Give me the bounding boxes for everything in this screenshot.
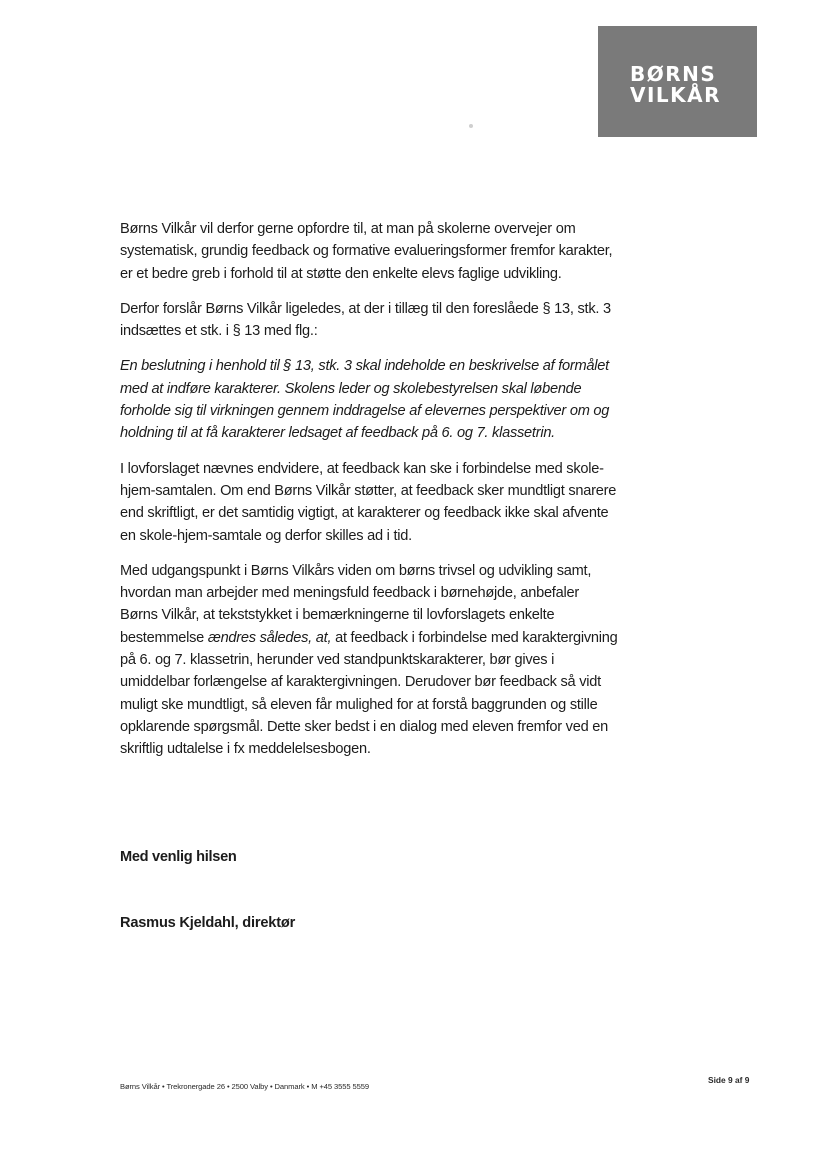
closing-greeting: Med venlig hilsen xyxy=(120,849,237,865)
paragraph-conclusion xyxy=(120,560,620,761)
paragraph-recommendation: Børns Vilkår vil derfor gerne opfordre til, at man på skolerne overvejer om systematisk, grundig feedback og formative evalueringsformer fremfor karakter, er et bedre greb i forhold til at støtte den enkelte elevs faglige udvikling. xyxy=(120,221,613,282)
letter-body xyxy=(120,218,620,774)
logo-line-1: BØRNS xyxy=(630,62,717,86)
footer-address: Børns Vilkår • Trekronergade 26 • 2500 Valby • Danmark • M +45 3555 5559 xyxy=(120,1082,370,1091)
page-number: Side 9 af 9 xyxy=(708,1075,750,1085)
paragraph-conclusion-start: Med udgangspunkt i Børns Vilkårs viden om børns trivsel og udvikling samt, hvordan man arbejder med meningsfuld feedback i børnehøjde, anbefaler Børns Vilkår, at tekststykket i bemærkningerne til lovforslagets enkelte bestemmelse xyxy=(120,562,592,646)
paragraph-proposal: Derfor forslår Børns Vilkår ligeledes, at der i tillæg til den foreslåede § 13, stk. 3 indsættes et stk. i § 13 med flg.: xyxy=(120,300,611,340)
brand-logo xyxy=(598,26,757,137)
paragraph-conclusion-end: at feedback i forbindelse med karaktergivning på 6. og 7. klassetrin, herunder ved standpunktskarakterer, bør gives i umiddelbar forlængelse af karaktergivningen. Derudover bør feedback så vidt muligt ske mundtligt, så eleven får mulighed for at forstå baggrunden og stille opklarende spørgsmål. Dette sker bedst i en dialog med eleven fremfor ved en skriftlig udtalelse i fx meddelelsesbogen. xyxy=(120,629,618,758)
signature: Rasmus Kjeldahl, direktør xyxy=(120,915,296,931)
logo-line-2: VILKÅR xyxy=(630,83,722,107)
paragraph-feedback-timing: I lovforslaget nævnes endvidere, at feedback kan ske i forbindelse med skole-hjem-samtalen. Om end Børns Vilkår støtter, at feedback sker mundtligt snarere end skriftligt, er det samtidig vigtigt, at karakterer og feedback ikke skal afvente en skole-hjem-samtale og derfor skilles ad i tid. xyxy=(120,460,617,544)
scan-speck xyxy=(469,124,473,128)
paragraph-conclusion-emphasis: ændres således, at, xyxy=(207,629,332,646)
proposed-text-quote: En beslutning i henhold til § 13, stk. 3 skal indeholde en beskrivelse af formålet med at indføre karakterer. Skolens leder og skolebestyrelsen skal løbende forholde sig til virkningen gennem inddragelse af elevernes perspektiver om og holdning til at få karakterer ledsaget af feedback på 6. og 7. klassetrin. xyxy=(120,358,610,442)
